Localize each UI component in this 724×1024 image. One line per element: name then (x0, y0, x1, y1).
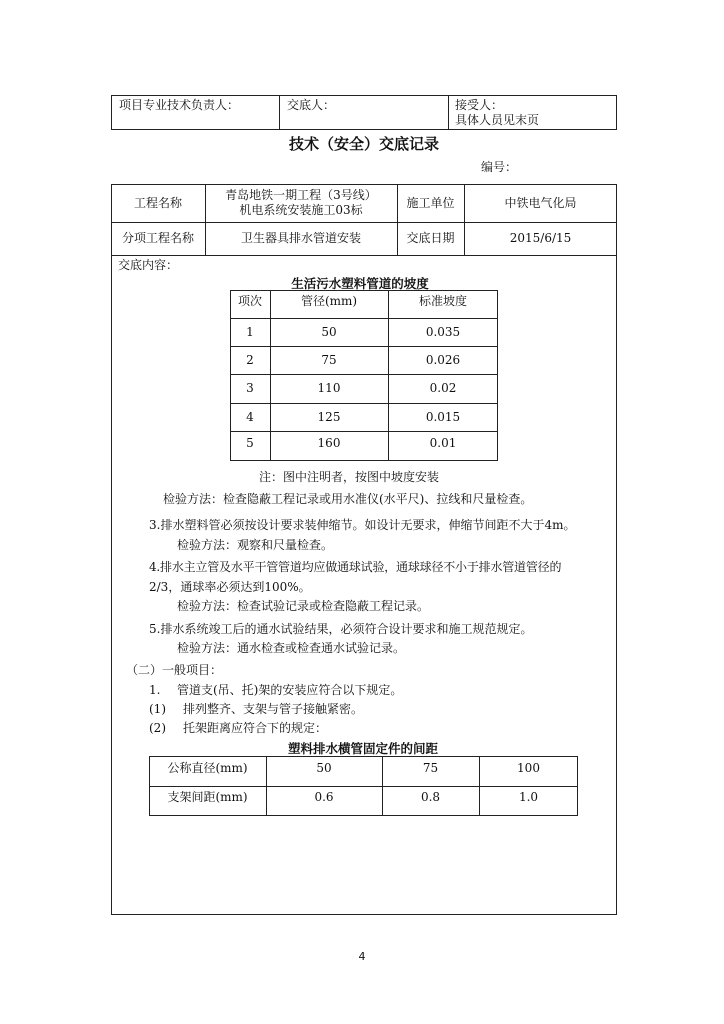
sub-project-value: 卫生器具排水管道安装 (240, 231, 361, 245)
spacing-cell: 0.8 (420, 789, 441, 804)
slope-cell: 1 (246, 324, 254, 339)
general-item-1-2: 托架距离应符合下的规定： (183, 721, 328, 735)
sub-project-label: 分项工程名称 (121, 231, 194, 245)
clause-4-cont: 2/3，通球率必须达到100%。 (149, 580, 311, 594)
clause-3: 3.排水塑料管必须按设计要求装伸缩节。如设计无要求，伸缩节间距不大于4m。 (149, 518, 576, 532)
inspection-method: 检验方法：通水检查或检查通水试验记录。 (177, 641, 406, 655)
project-name-label: 工程名称 (133, 195, 182, 210)
content-label: 交底内容： (118, 258, 179, 272)
disclosure-date-value: 2015/6/15 (509, 231, 572, 245)
disclosure-date-label: 交底日期 (406, 231, 455, 245)
page-title: 技术（安全）交底记录 (288, 135, 439, 153)
spacing-cell: 0.6 (314, 789, 334, 804)
slope-header-cell: 管径(mm) (300, 293, 358, 308)
slope-cell: 0.015 (425, 409, 461, 424)
slope-cell: 125 (317, 409, 341, 424)
info-divider (111, 255, 617, 256)
receiver-label: 接受人： (455, 98, 504, 112)
serial-number-label: 编号： (481, 160, 518, 174)
project-name-value (205, 184, 397, 222)
general-items-heading: （二）一般项目： (126, 663, 223, 677)
clause-4: 4.排水主立管及水平干管管道均应做通球试验，通球球径不小于排水管道管径的 (149, 560, 562, 574)
construction-unit-value: 中铁电气化局 (504, 195, 577, 210)
spacing-cell: 75 (422, 760, 439, 775)
slope-cell: 0.02 (429, 381, 457, 395)
tech-lead-label: 项目专业技术负责人： (119, 98, 240, 112)
slope-cell: 75 (321, 352, 337, 367)
general-item-1-1: 排列整齐、支架与管子接触紧密。 (183, 702, 364, 716)
header-divider (279, 95, 280, 130)
construction-unit-label: 施工单位 (406, 195, 455, 210)
project-name-line: 机电系统安装施工03标 (239, 203, 363, 217)
spacing-cell: 公称直径(mm) (167, 760, 248, 775)
slope-cell: 50 (321, 324, 337, 339)
slope-cell: 5 (246, 435, 254, 450)
header-divider (448, 95, 449, 130)
inspection-method: 检验方法：检查隐蔽工程记录或用水准仪(水平尺)、拉线和尺量检查。 (163, 492, 533, 506)
spacing-cell: 100 (517, 760, 540, 775)
slope-cell: 4 (246, 409, 254, 424)
spacing-cell: 50 (316, 760, 332, 775)
slope-header-cell: 项次 (237, 293, 262, 308)
general-item-1-number: 1. (149, 683, 161, 697)
general-item-1: 管道支(吊、托)架的安装应符合以下规定。 (177, 683, 403, 697)
slope-note: 注：图中注明者，按图中坡度安装 (259, 470, 440, 484)
spacing-table-title: 塑料排水横管固定件的间距 (287, 741, 438, 756)
slope-header-cell: 标准坡度 (418, 293, 467, 308)
page-number: 4 (358, 950, 366, 963)
discloser-label: 交底人： (287, 98, 336, 112)
general-item-1-1-number: (1) (149, 702, 166, 716)
spacing-cell: 1.0 (518, 789, 539, 804)
inspection-method: 检验方法：检查试验记录或检查隐蔽工程记录。 (177, 599, 430, 613)
inspection-method: 检验方法：观察和尺量检查。 (177, 538, 334, 552)
slope-cell: 2 (246, 352, 254, 367)
slope-cell: 3 (246, 381, 254, 395)
spacing-cell: 支架间距(mm) (167, 789, 248, 804)
receiver-note: 具体人员见末页 (455, 113, 540, 127)
slope-table-title: 生活污水塑料管道的坡度 (291, 276, 429, 291)
slope-cell: 160 (317, 435, 341, 450)
slope-cell: 0.035 (425, 324, 461, 339)
project-name-line: 青岛地铁一期工程（3号线） (225, 188, 377, 202)
slope-cell: 110 (317, 381, 341, 395)
clause-5: 5.排水系统竣工后的通水试验结果，必须符合设计要求和施工规范规定。 (149, 622, 533, 636)
general-item-1-2-number: (2) (149, 721, 166, 735)
slope-cell: 0.026 (425, 352, 461, 367)
slope-cell: 0.01 (429, 435, 457, 450)
